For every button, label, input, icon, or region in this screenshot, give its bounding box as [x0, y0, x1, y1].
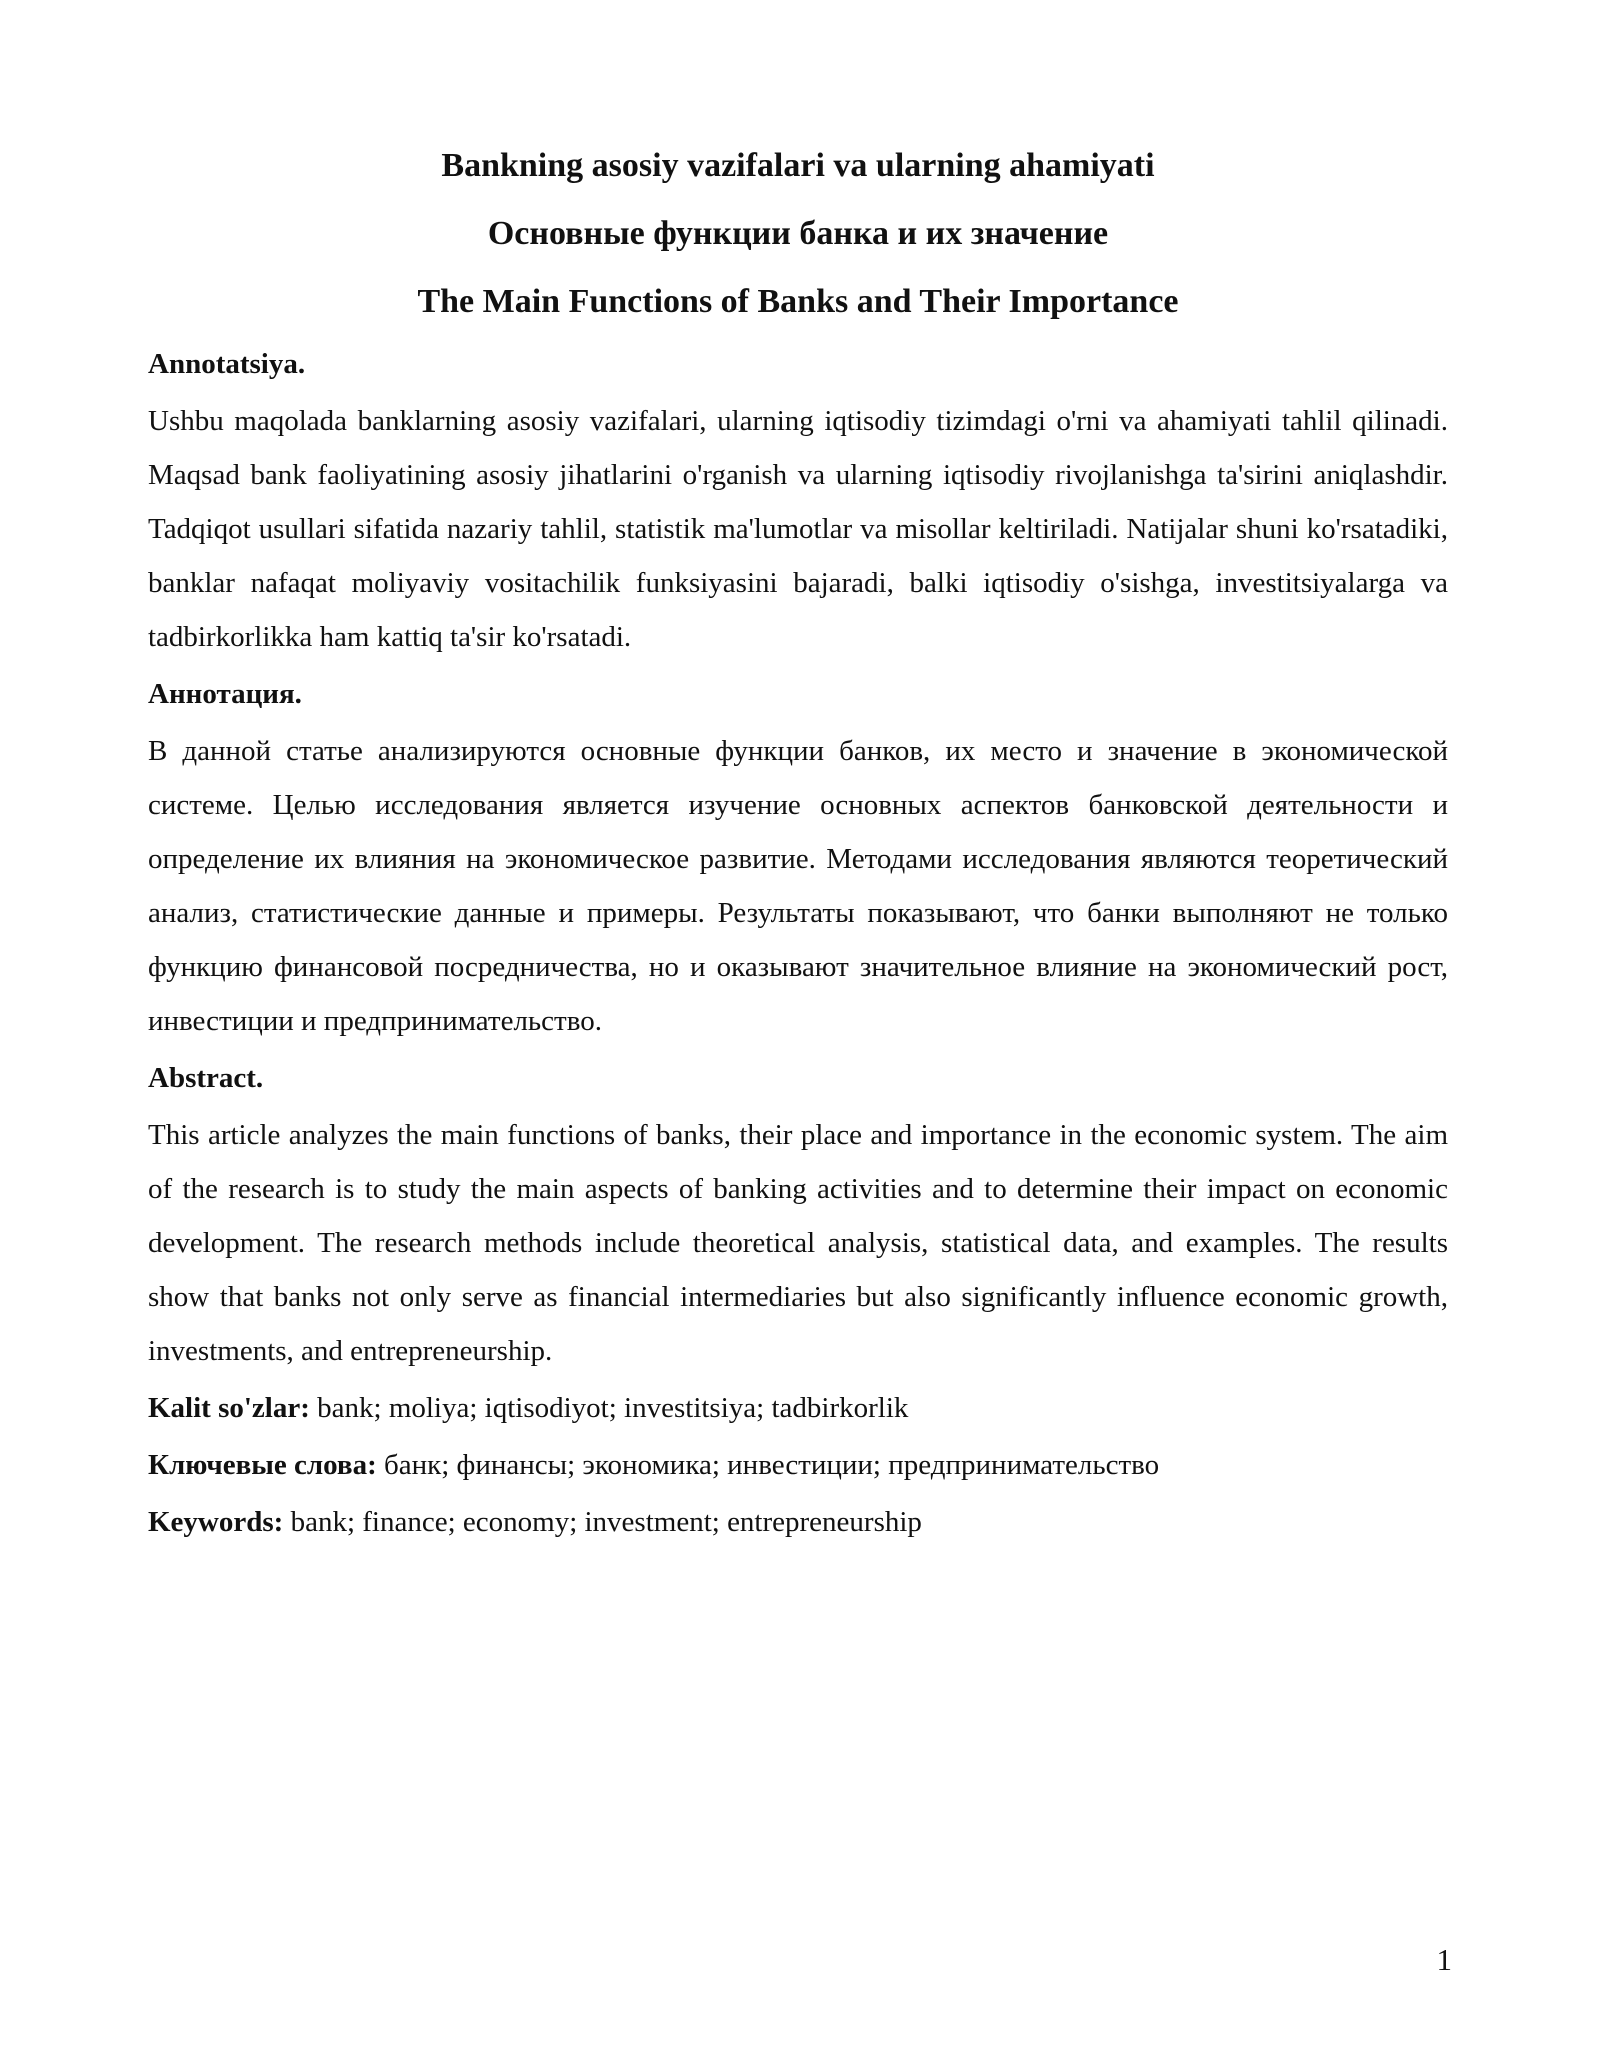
abstract-english-text: This article analyzes the main functions of banks, their place and importance in the economic system. The aim of the research is to study the main aspects of banking activities and to determine their impact on economic development. The research methods include theoretical analysis, statistical data, and examples. The results show that banks not only serve as financial intermediaries but also significantly influence economic growth, investments, and entrepreneurship. — [148, 1119, 1448, 1367]
keywords-uzbek — [148, 1388, 1448, 1428]
page-content — [148, 146, 1448, 1559]
abstract-english-heading: Abstract. — [148, 1062, 264, 1094]
keywords-english-label: Keywords: — [148, 1506, 284, 1538]
keywords-english — [148, 1502, 1448, 1542]
title-russian: Основные функции банка и их значение — [487, 215, 1109, 252]
keywords-russian-label: Ключевые слова: — [148, 1449, 377, 1481]
keywords-uzbek-label: Kalit so'zlar: — [148, 1392, 310, 1424]
title-english: The Main Functions of Banks and Their Importance — [417, 283, 1179, 320]
annotation-uzbek-text: Ushbu maqolada banklarning asosiy vazifalari, ularning iqtisodiy tizimdagi o'rni va ahamiyati tahlil qilinadi. Maqsad bank faoliyatining asosiy jihatlarini o'rganish va ularning iqtisodiy rivojlanishga ta'sirini aniqlashdir. Tadqiqot usullari sifatida nazariy tahlil, statistik ma'lumotlar va misollar keltiriladi. Natijalar shuni ko'rsatadiki, banklar nafaqat moliyaviy vositachilik funksiyasini bajaradi, balki iqtisodiy o'sishga, investitsiyalarga va tadbirkorlikka ham kattiq ta'sir ko'rsatadi. — [148, 405, 1448, 653]
keywords-english-value: bank; finance; economy; investment; entrepreneurship — [283, 1506, 922, 1538]
keywords-russian-value: банк; финансы; экономика; инвестиции; предпринимательство — [376, 1449, 1160, 1481]
keywords-russian — [148, 1445, 1448, 1485]
annotation-russian-heading: Аннотация. — [148, 678, 302, 710]
page-number: 1 — [1436, 1942, 1452, 1977]
title-uzbek: Bankning asosiy vazifalari va ularning ahamiyati — [441, 147, 1155, 184]
keywords-uzbek-value: bank; moliya; iqtisodiyot; investitsiya; tadbirkorlik — [309, 1392, 909, 1424]
annotation-uzbek-heading: Annotatsiya. — [148, 348, 306, 380]
annotation-russian-text: В данной статье анализируются основные функции банков, их место и значение в экономической системе. Целью исследования является изучение основных аспектов банковской деятельности и определение их влияния на экономическое развитие. Методами исследования являются теоретический анализ, статистические данные и примеры. Результаты показывают, что банки выполняют не только функцию финансовой посредничества, но и оказывают значительное влияние на экономический рост, инвестиции и предпринимательство. — [148, 735, 1448, 1037]
